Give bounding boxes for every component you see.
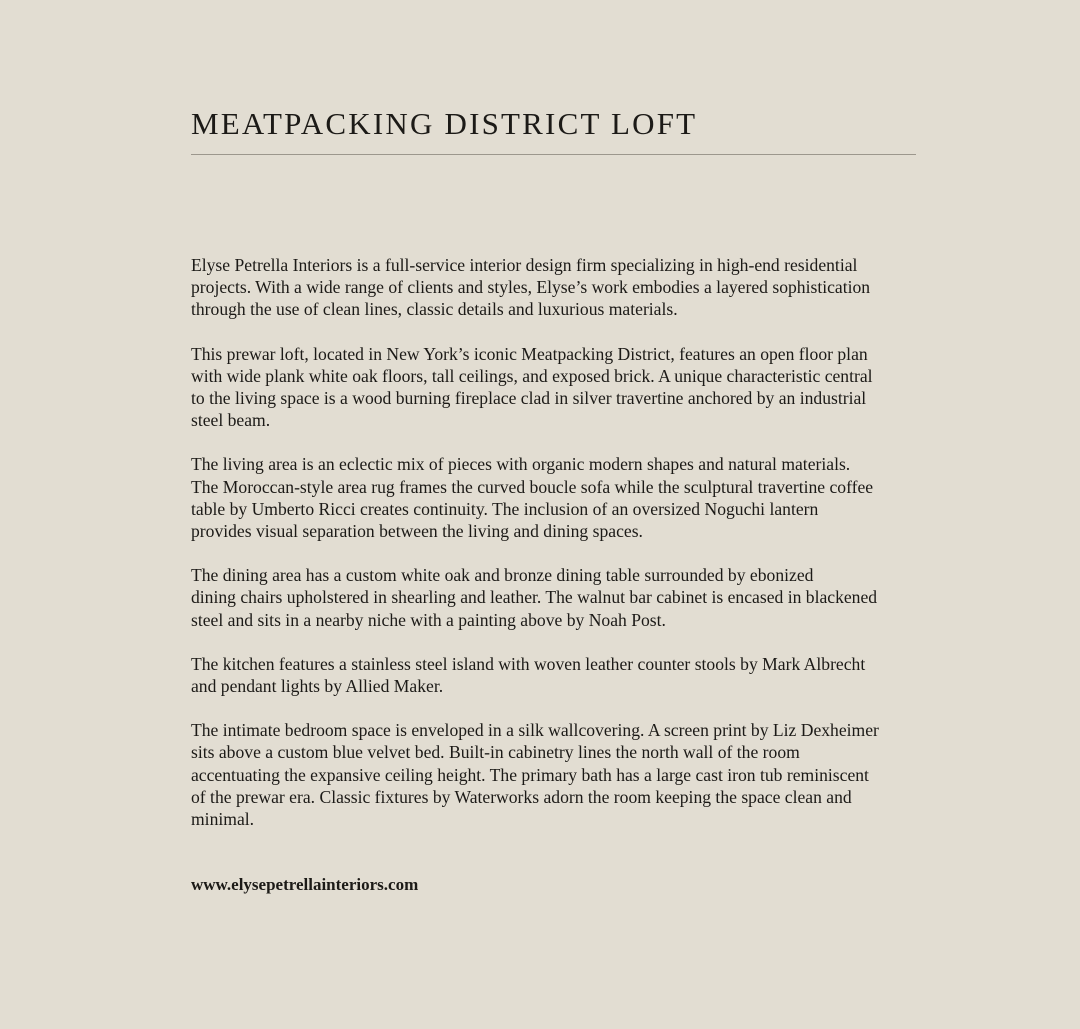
page-title: MEATPACKING DISTRICT LOFT (191, 106, 698, 141)
paragraph-bedroom: The intimate bedroom space is enveloped in a silk wallcovering. A screen print by Liz Dexheimer sits above a custom blue velvet bed. Built-in cabinetry lines the north wall of the room accentuating the expansive ceiling height. The primary bath has a large cast iron tub reminiscent of the prewar era. Classic fixtures by Waterworks adorn the room keeping the space clean and minimal. (191, 720, 879, 830)
paragraph-loft: This prewar loft, located in New York’s iconic Meatpacking District, features an open floor plan with wide plank white oak floors, tall ceilings, and exposed brick. A unique characteristic central to the living space is a wood burning fireplace clad in silver travertine anchored by an industrial steel beam. (191, 343, 873, 431)
paragraph-living-area: The living area is an eclectic mix of pieces with organic modern shapes and natural materials. The Moroccan-style area rug frames the curved boucle sofa while the sculptural travertine coffee table by Umberto Ricci creates continuity. The inclusion of an oversized Noguchi lantern provides visual separation between the living and dining spaces. (191, 454, 874, 542)
body-text (191, 254, 916, 852)
paragraph-intro: Elyse Petrella Interiors is a full-service interior design firm specializing in high-end residential projects. With a wide range of clients and styles, Elyse’s work embodies a layered sophistication through the use of clean lines, classic details and luxurious materials. (191, 255, 871, 320)
title-divider (191, 154, 916, 155)
paragraph-kitchen: The kitchen features a stainless steel island with woven leather counter stools by Mark Albrecht and pendant lights by Allied Maker. (191, 653, 866, 697)
paragraph-dining-area: The dining area has a custom white oak and bronze dining table surrounded by ebonized dining chairs upholstered in shearling and leather. The walnut bar cabinet is encased in blackened steel and sits in a nearby niche with a painting above by Noah Post. (191, 565, 878, 630)
website-url: www.elysepetrellainteriors.com (191, 875, 419, 894)
